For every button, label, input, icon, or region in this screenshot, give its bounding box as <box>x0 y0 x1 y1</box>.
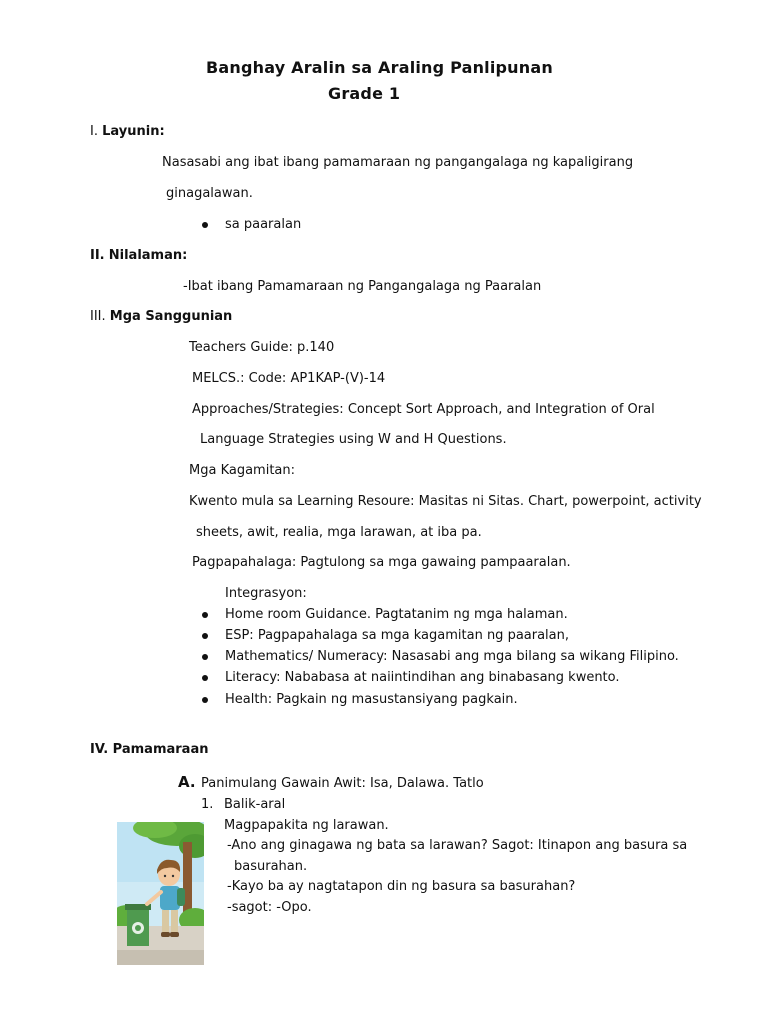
kwento-line-1: Kwento mula sa Learning Resoure: Masitas ni Sitas. Chart, powerpoint, activity <box>189 494 702 509</box>
bullet-icon <box>202 612 208 618</box>
teachers-guide-line: Teachers Guide: p.140 <box>189 340 335 355</box>
approaches-line-1: Approaches/Strategies: Concept Sort Approach, and Integration of Oral <box>192 402 655 417</box>
section-heading-text: Layunin: <box>102 124 165 139</box>
kagamitan-label: Mga Kagamitan: <box>189 463 296 478</box>
section-layunin-heading <box>90 124 165 140</box>
balik-aral-label: Balik-aral <box>224 797 286 812</box>
balik-aral-line: Magpapakita ng larawan. <box>224 818 389 833</box>
balik-aral-line: -sagot: -Opo. <box>227 900 312 915</box>
panimula-line: Panimulang Gawain Awit: Isa, Dalawa. Tatlo <box>201 776 484 791</box>
illustration-boy-throwing-trash <box>117 822 204 965</box>
section-pamamaraan-heading: IV. Pamamaraan <box>90 742 209 757</box>
bullet-icon <box>202 675 208 681</box>
integration-item: Health: Pagkain ng masustansiyang pagkain. <box>225 692 518 707</box>
section-numeral: I. <box>90 124 98 139</box>
bullet-icon <box>202 633 208 639</box>
layunin-bullet-text: sa paaralan <box>225 217 302 232</box>
approaches-line-2: Language Strategies using W and H Questions. <box>200 432 507 447</box>
pagpapahalaga-line: Pagpapahalaga: Pagtulong sa mga gawaing pampaaralan. <box>192 555 571 570</box>
layunin-line-2: ginagalawan. <box>166 186 253 201</box>
section-numeral: III. <box>90 309 106 324</box>
balik-aral-line: -Ano ang ginagawa ng bata sa larawan? Sagot: Itinapon ang basura sa <box>227 838 688 853</box>
integrasyon-label: Integrasyon: <box>225 586 307 601</box>
list-number-1: 1. <box>201 797 214 812</box>
melcs-code-line: MELCS.: Code: AP1KAP-(V)-14 <box>192 371 386 386</box>
section-numeral: II. <box>90 248 105 263</box>
balik-aral-line: basurahan. <box>234 859 308 874</box>
integration-item: Mathematics/ Numeracy: Nasasabi ang mga bilang sa wikang Filipino. <box>225 649 679 664</box>
section-heading-text: Nilalaman: <box>108 248 188 263</box>
balik-aral-line: -Kayo ba ay nagtatapon din ng basura sa basurahan? <box>227 879 576 894</box>
integration-item: ESP: Pagpapahalaga sa mga kagamitan ng paaralan, <box>225 628 570 643</box>
section-heading-text: Mga Sanggunian <box>109 309 233 324</box>
bullet-icon <box>202 697 208 703</box>
nilalaman-line-1: -Ibat ibang Pamamaraan ng Pangangalaga ng Paaralan <box>183 279 542 294</box>
bullet-icon <box>202 654 208 660</box>
document-title: Banghay Aralin sa Araling Panlipunan <box>206 58 553 77</box>
section-sanggunian-heading <box>90 309 232 325</box>
integration-item: Home room Guidance. Pagtatanim ng mga halaman. <box>225 607 568 622</box>
kwento-line-2: sheets, awit, realia, mga larawan, at iba pa. <box>196 525 482 540</box>
list-letter-a: A. <box>178 773 196 791</box>
section-nilalaman-heading <box>90 248 187 264</box>
document-subtitle-grade: Grade 1 <box>328 84 401 103</box>
bullet-icon <box>202 222 208 228</box>
boy-trash-bin-illustration <box>117 822 204 965</box>
layunin-line-1: Nasasabi ang ibat ibang pamamaraan ng pangangalaga ng kapaligirang <box>162 155 634 170</box>
integration-item: Literacy: Nababasa at naiintindihan ang binabasang kwento. <box>225 670 620 685</box>
